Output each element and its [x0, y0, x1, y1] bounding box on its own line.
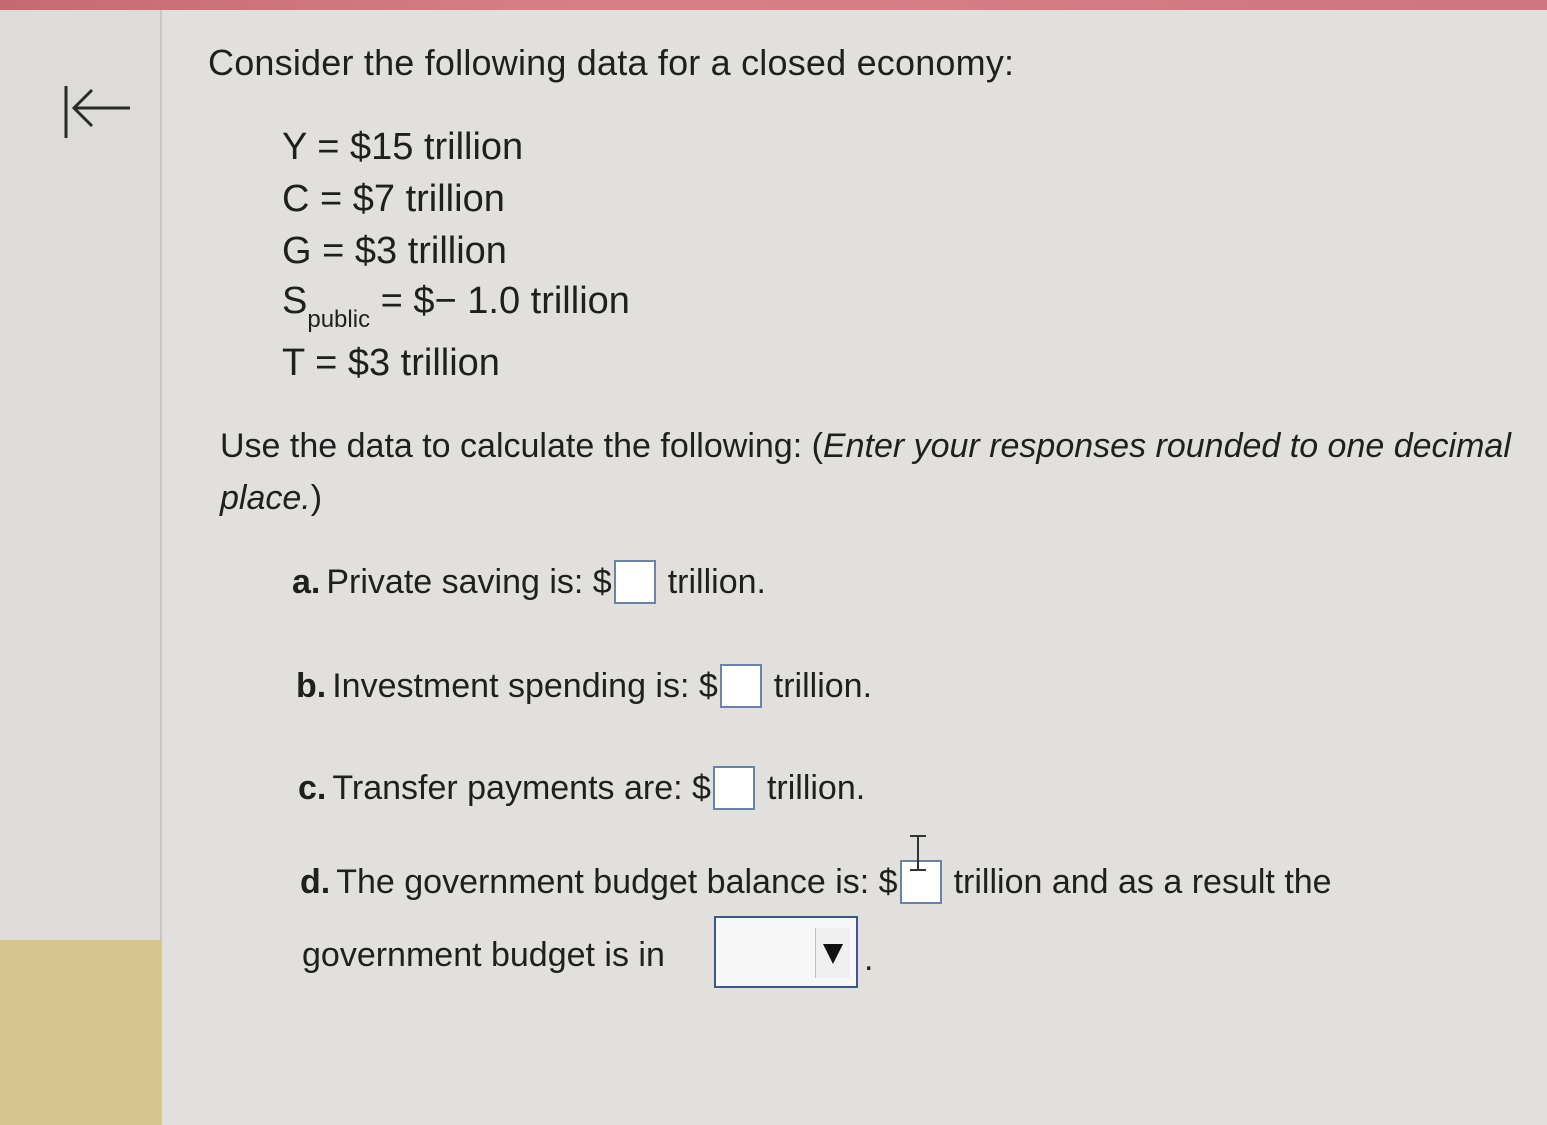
budget-status-dropdown[interactable] [714, 916, 858, 988]
given-t: T = $3 trillion [282, 342, 500, 384]
dropdown-arrow-button[interactable] [815, 928, 850, 978]
top-accent-strip [0, 0, 1547, 10]
question-c: c. Transfer payments are: $ trillion. [298, 766, 865, 810]
sentence-period: . [864, 940, 874, 978]
question-d-continued: government budget is in [302, 936, 665, 974]
instruction-text: Use the data to calculate the following: (Enter your responses rounded to one decimal place.) [220, 427, 1511, 517]
given-c: C = $7 trillion [282, 178, 505, 220]
first-page-arrow-icon [58, 78, 138, 148]
triangle-down-icon [822, 942, 844, 966]
question-b: b. Investment spending is: $ trillion. [296, 664, 872, 708]
given-g: G = $3 trillion [282, 230, 507, 272]
investment-spending-input[interactable] [720, 664, 762, 708]
private-saving-input[interactable] [614, 560, 656, 604]
question-a: a. Private saving is: $ trillion. [292, 560, 766, 604]
left-nav-bottom-panel [0, 940, 185, 1125]
given-s-public: $S_{public}$ = $− 1.0 trillion [282, 280, 630, 333]
text-cursor-icon [906, 834, 930, 879]
back-to-first-button[interactable] [58, 78, 138, 148]
question-title: Consider the following data for a closed economy: [208, 42, 1015, 83]
question-d: d. The government budget balance is: $ trillion and as a result the [300, 860, 1332, 904]
given-y: Y = $15 trillion [282, 126, 524, 168]
transfer-payments-input[interactable] [713, 766, 755, 810]
